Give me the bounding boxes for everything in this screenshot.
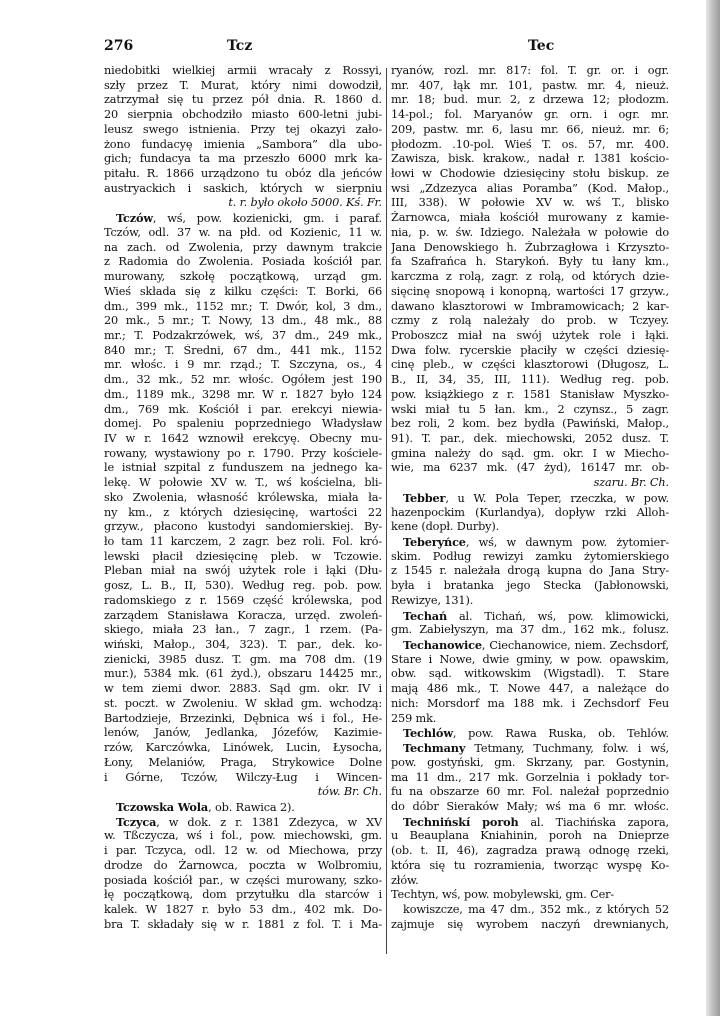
- page-header: [0, 38, 720, 60]
- text-line: u Beauplana Kniahinin, poroh na Dnieprze: [391, 829, 669, 843]
- text-line: na zach. od Zwolenia, przy dawnym trakcie: [104, 240, 382, 254]
- text-line: Tczyca, w dok. z r. 1381 Zdezyca, w XV: [116, 814, 382, 829]
- text-line: zatrzymał się tu przez pół dnia. R. 1860 d.: [104, 93, 382, 107]
- running-head-left: Tcz: [227, 38, 253, 54]
- text-line: grzyw., płacono kustodyi sandomierskiej. By-: [104, 520, 382, 534]
- text-line: 259 mk.: [391, 711, 437, 725]
- text-line: kowiszcze, ma 47 dm., 352 mk., z których 52: [403, 902, 669, 916]
- text-line: mają 486 mk., T. Nowe 447, a należące do: [391, 682, 669, 696]
- text-line: Tczów, wś, pow. kozienicki, gm. i paraf.: [116, 211, 382, 226]
- text-line: dm., 32 mk., 52 mr. włośc. Ogółem jest 190: [104, 373, 382, 387]
- text-line: Żarnowca, miała kościół murowany z kamie-: [391, 211, 669, 225]
- text-line: obw. sąd. witkowskim (Wigstadl). T. Stare: [391, 667, 669, 681]
- text-line: gich; fundacya ta ma przeszło 6000 mrk ka-: [104, 152, 382, 166]
- text-line: 20 sierpnia obchodziło miasto 600-letni jubi-: [104, 108, 382, 122]
- text-line: łę początkową, dom przytułku dla starców i: [104, 888, 382, 902]
- text-line: sko Zwolenia, własność królewska, miała ła-: [104, 490, 382, 504]
- text-line: Jana Denowskiego h. Żubrzagłowa i Krzyszto-: [391, 240, 669, 254]
- text-line: zarządem Stanisława Koracza, urzęd. zwoleń-: [104, 608, 382, 622]
- text-line: płodozm. .10-pol. Wieś T. os. 57, mr. 400.: [391, 137, 669, 151]
- text-line: ma 11 dm., 217 mk. Gorzelnia i pokłady tor-: [391, 770, 669, 784]
- text-line: kene (dopł. Durby).: [391, 520, 500, 534]
- text-line: Tebber, u W. Pola Teper, rzeczka, w pow.: [403, 490, 669, 505]
- text-line: była i bratanka jego Stecka (Jabłonowski,: [391, 579, 669, 593]
- text-line: posiada kościół par., w części murowany, szko-: [104, 873, 382, 887]
- text-line: leusz swego istnienia. Przy tej okazyi zało-: [104, 122, 382, 136]
- text-line: 840 mr.; T. Średni, 67 dm., 441 mk., 1152: [104, 343, 382, 357]
- text-line: lewski płacił dziesięcinę pleb. w Tczowie.: [104, 549, 382, 563]
- text-line: Rewizye, 131).: [391, 593, 474, 607]
- text-line: w tem ziemi dwor. 2883. Sąd gm. okr. IV i: [104, 682, 382, 696]
- entry-headword: Tebber: [403, 490, 446, 505]
- text-line: dm., 1189 mk., 3298 mr. W r. 1827 było 124: [104, 387, 382, 401]
- text-line: domej. Po spaleniu poprzedniego Władysław: [104, 417, 382, 431]
- page-number: 276: [104, 38, 134, 54]
- text-line: Technińskí poroh al. Tiachińska zapora,: [403, 814, 669, 829]
- text-line: z Radomia do Zwolenia. Posiada kościół par.: [104, 255, 382, 269]
- column-divider: [386, 68, 387, 954]
- text-line: sięcinę snopową i konopną, wartości 17 grzyw.,: [391, 284, 669, 298]
- text-line: zienicki, 3985 dusz. T. gm. ma 708 dm. (19: [104, 652, 382, 666]
- text-line: le istniał szpital z funduszem na jednego ka-: [104, 461, 382, 475]
- text-line: Tczów, odl. 37 w. na płd. od Kozienic, 11 w.: [104, 225, 382, 239]
- left-text-column: [104, 64, 382, 932]
- text-line: Techlów, pow. Rawa Ruska, ob. Tehlów.: [403, 726, 669, 741]
- text-line: dawano klasztorowi w Imbramowicach; 2 kar-: [391, 299, 669, 313]
- text-line: IV w r. 1642 wznowił erekcyę. Obecny mu-: [104, 431, 382, 445]
- entry-headword: Techanowice: [403, 638, 482, 653]
- text-line: III, 338). W połowie XV w. wś T., blisko: [391, 196, 669, 210]
- text-line: Bartodzieje, Brzezinki, Dębnica wś i fol., He-: [104, 711, 382, 725]
- text-line: ny km., z których dziesięcinę, wartości 22: [104, 505, 382, 519]
- text-line: lekę. W połowie XV w. T., wś kościelna, bli-: [104, 476, 382, 490]
- text-line: mr. 18; bud. mur. 2, z drzewa 12; płodozm.: [391, 93, 669, 107]
- text-line: z 1545 r. należała drogą kupna do Jana Stry-: [391, 564, 669, 578]
- text-line: wski miał tu 5 łan. km., 2 czynsz., 5 zagr.: [391, 402, 669, 416]
- page-edge-shadow: [706, 0, 720, 1016]
- text-line: Tczowska Wola, ob. Rawica 2).: [116, 799, 295, 814]
- text-line: bra T. składały się w r. 1881 z fol. T. i Ma-: [104, 917, 382, 931]
- text-line: dm., 399 mk., 1152 mr.; T. Dwór, kol, 3 dm.,: [104, 299, 382, 313]
- text-line: mur.), 5384 mk. (61 żyd.), obszaru 14425 mr.,: [104, 667, 382, 681]
- text-line: hazenpockim (Kurlandya), dopływ rzki Alloh-: [391, 505, 669, 519]
- text-line: czmy z rolą należały do prob. w Tczyey.: [391, 314, 669, 328]
- text-line: 20 mk., 5 mr.; T. Nowy, 13 dm., 48 mk., 88: [104, 314, 382, 328]
- text-line: karczma z rolą, zagr. z rolą, od których dzie-: [391, 270, 669, 284]
- text-line: Proboszcz miał na swój użytek role i łąki.: [391, 328, 669, 342]
- text-line: skim. Podług rewizyi zamku żytomierskiego: [391, 549, 669, 563]
- right-text-column: [391, 64, 669, 932]
- text-line: B., II, 34, 35, III, 111). Według reg. pob.: [391, 373, 669, 387]
- text-line: Techmany Tetmany, Tuchmany, folw. i wś,: [403, 741, 669, 756]
- text-line: pow. książkiego z r. 1581 Stanisław Myszko-: [391, 387, 669, 401]
- text-line: w. Tßczycza, wś i fol., pow. miechowski, gm.: [104, 829, 382, 843]
- text-line: ło tam 11 karczem, 2 zagr. bez roli. Fol. kró-: [104, 535, 382, 548]
- text-line: gm. Zabiełyszyn, ma 37 dm., 162 mk., folusz.: [391, 623, 669, 637]
- text-line: bez roli, 2 kom. bez bydła (Pawiński, Małop.,: [391, 417, 669, 431]
- text-line: ryanów, rozl. mr. 817: fol. T. gr. or. i ogr.: [391, 64, 669, 77]
- text-line: Wieś składa się z kilku części: T. Borki, 66: [104, 284, 382, 298]
- entry-headword: Teberyńce: [403, 535, 466, 549]
- entry-headword: Tczyca: [116, 814, 157, 829]
- text-line: gosz, L. B., II, 530). Według reg. pob. pow.: [104, 579, 382, 593]
- text-line: rowany, wystawiony po r. 1790. Przy kościele-: [104, 446, 382, 460]
- entry-headword: Tczowska Wola: [116, 799, 209, 814]
- text-line: lenów, Janów, Jedlanka, Józefów, Kazimie-: [104, 726, 382, 740]
- text-line: t. r. było około 5000. Kś. Fr.: [228, 196, 382, 210]
- text-line: i par. Tczyca, odl. 12 w. od Miechowa, przy: [104, 844, 382, 858]
- text-line: cinę pleb., w części klasztorowi (Długosz, L.: [391, 358, 669, 372]
- text-line: murowany, szkołę początkową, urząd gm.: [104, 270, 382, 284]
- entry-headword: Techmany: [403, 741, 466, 756]
- text-line: Dwa folw. rycerskie płaciły w części dziesię-: [391, 343, 669, 357]
- text-line: złów.: [391, 873, 419, 887]
- text-line: austryackich i saskich, których w sierpniu: [104, 181, 382, 195]
- text-line: łowi w Chodowie dziesięciny stołu biskup. ze: [391, 167, 669, 181]
- text-line: żono fundacyę imienia „Sambora” dla ubo-: [104, 137, 382, 151]
- entry-headword: Technińskí poroh: [403, 814, 519, 829]
- text-line: Pleban miał na swój użytek role i łąki (Dłu-: [104, 564, 382, 578]
- text-line: (ob. t. II, 46), zagradza prawą odnogę rzeki,: [391, 844, 669, 858]
- text-line: fa Szafrańca h. Starykoń. Były tu łany km.,: [391, 255, 669, 269]
- text-line: wsi „Zdzezyca alias Poramba” (Kod. Małop.,: [391, 181, 669, 195]
- text-line: fu na obszarze 60 mr. Fol. należał poprzednio: [391, 785, 669, 799]
- text-line: Łony, Melaniów, Praga, Strykowice Dolne: [104, 755, 382, 769]
- text-line: szły przez T. Murat, który nimi dowodził,: [104, 78, 382, 92]
- text-line: mr.; T. Podzakrzówek, wś, 37 dm., 249 mk.,: [104, 328, 382, 342]
- text-line: drodze do Żarnowca, poczta w Wolbromiu,: [104, 858, 382, 872]
- text-line: dm., 769 mk. Kościół i par. erekcyi niewia-: [104, 402, 382, 416]
- text-line: gmina należy do sąd. gm. okr. I w Miecho-: [391, 446, 669, 460]
- text-line: wie, ma 6237 mk. (47 żyd), 16147 mr. ob-: [391, 461, 669, 475]
- text-line: niedobitki wielkiej armii wracały z Rossyi,: [104, 64, 382, 77]
- text-line: nich: Morsdorf ma 188 mk. i Zechsdorf Feu: [391, 696, 669, 710]
- running-head-right: Tec: [528, 38, 555, 54]
- text-line: do dóbr Sieraków Mały; wś ma 6 mr. włośc.: [391, 799, 669, 813]
- text-line: 209, pastw. mr. 6, lasu mr. 66, nieuż. mr. 6;: [391, 122, 669, 136]
- text-line: pitału. R. 1866 urządzono tu obóz dla jeńców: [104, 167, 382, 181]
- text-line: Teberyńce, wś, w dawnym pow. żytomier-: [403, 535, 669, 549]
- text-line: tów. Br. Ch.: [317, 785, 382, 799]
- entry-headword: Techań: [403, 608, 448, 623]
- text-line: kalek. W 1827 r. było 53 dm., 402 mk. Do-: [104, 902, 382, 916]
- text-line: pow. gostyński, gm. Skrzany, par. Gostynin,: [391, 755, 669, 769]
- text-line: Stare i Nowe, dwie gminy, w pow. opawskim,: [391, 652, 669, 666]
- text-line: nia, p. w. św. Idziego. Należała w połowie do: [391, 225, 669, 239]
- text-line: która się tu rozramienia, tworząc wyspę Ko-: [391, 858, 669, 872]
- text-line: zajmuje się wyrobem naczyń drewnianych,: [391, 917, 669, 931]
- text-line: skiego, miała 23 łan., 7 zagr., 1 rzem. (Pa-: [104, 623, 382, 637]
- text-line: 14-pol.; fol. Maryanów gr. orn. i ogr. mr.: [391, 108, 669, 122]
- entry-headword: Tczów: [116, 211, 153, 226]
- text-line: mr. 407, łąk mr. 101, pastw. mr. 4, nieuż.: [391, 78, 669, 92]
- text-line: radomskiego z r. 1569 część królewska, pod: [104, 593, 382, 607]
- text-line: 91). T. par., dek. miechowski, 2052 dusz. T.: [391, 431, 669, 445]
- text-line: mr. włośc. i 9 mr. rząd.; T. Szczyna, os., 4: [104, 358, 382, 372]
- text-line: Techań al. Tichań, wś, pow. klimowicki,: [403, 608, 669, 623]
- text-line: st. poczt. w Zwoleniu. W skład gm. wchodzą:: [104, 696, 382, 710]
- text-line: szaru. Br. Ch.: [593, 476, 669, 490]
- text-line: rzów, Karczówka, Linówek, Lucin, Łysocha,: [104, 741, 382, 755]
- text-line: Zawisza, bisk. krakow., nadał r. 1381 kościo-: [391, 152, 669, 166]
- text-line: Techanowice, Ciechanowice, niem. Zechsdorf,: [403, 638, 669, 653]
- entry-headword: Techlów: [403, 726, 453, 741]
- text-line: wiński, Małop., 304, 323). T. par., dek. ko-: [104, 638, 382, 652]
- text-line: Techtyn, wś, pow. mobylewski, gm. Cer-: [391, 888, 615, 902]
- text-line: i Górne, Tczów, Wilczy-Ług i Wincen-: [104, 770, 382, 784]
